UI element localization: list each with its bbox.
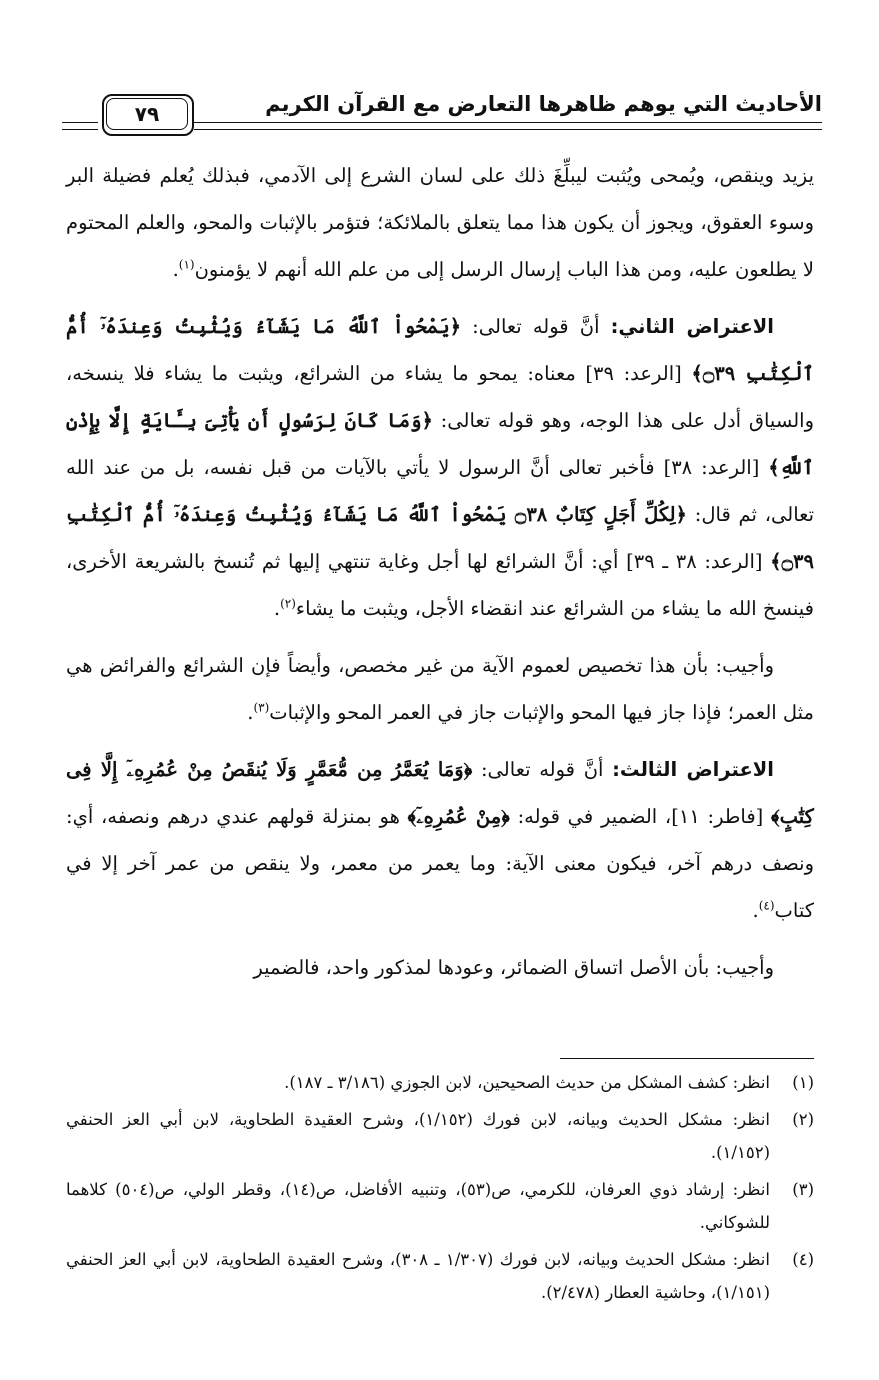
paragraph-text: أنَّ قوله تعالى:	[461, 315, 611, 338]
main-text	[66, 152, 814, 1001]
paragraph-text: يزيد وينقص، ويُمحى ويُثبت ليبلِّغَ ذلك على لسان الشرع إلى الآدمي، فبذلك يُعلم فضيلة البر وسوء العقوق، ويجوز أن يكون هذا مما يتعلق بالملائكة؛ فتؤمر بالإثبات والمحو، والعلم المحتوم لا يطلعون عليه، ومن هذا الباب إرسال الرسل إلى من علم الله أنهم لا يؤمنون	[66, 164, 814, 281]
paragraph-text: وأجيب: بأن الأصل اتساق الضمائر، وعودها لمذكور واحد، فالضمير	[253, 956, 774, 979]
footnote	[66, 1103, 814, 1169]
running-header	[62, 88, 822, 140]
paragraph-end: .	[247, 701, 254, 724]
paragraph-3	[66, 642, 814, 736]
quran-verse: ﴿لِكُلِّ أَجَلٍ كِتَابٌ ۝٣٨ يَمْحُواْ ٱللَّهُ مَا يَشَآءُ وَيُثْبِتُ وَعِندَهُۥٓ أُمُّ ٱلْكِتَٰبِ ۝٣٩﴾	[66, 503, 814, 573]
header-rule-right	[194, 122, 822, 130]
footnote-ref: (١)	[178, 257, 195, 272]
footnote-text: انظر: كشف المشكل من حديث الصحيحين، لابن الجوزي (٣/١٨٦ ـ ١٨٧).	[284, 1073, 770, 1092]
paragraph-text: [الرعد: ٣٩] معناه: يمحو ما يشاء من الشرائع، ويثبت ما يشاء فلا ينسخه، والسياق أدل على هذا الوجه، وهو قوله تعالى:	[66, 362, 814, 432]
paragraph-4	[66, 746, 814, 934]
paragraph-1	[66, 152, 814, 293]
footnote	[66, 1243, 814, 1309]
paragraph-5	[66, 944, 814, 991]
paragraph-end: .	[273, 597, 281, 620]
footnote	[66, 1066, 814, 1099]
quran-verse: ﴿وَمَا يُعَمَّرُ مِن مُّعَمَّرٍ وَلَا يُنقَصُ مِنْ عُمُرِهِۦٓ إِلَّا فِى كِتَٰبٍ﴾	[66, 758, 814, 828]
footnote-ref: (٤)	[758, 898, 775, 913]
footnote-number: (٤)	[792, 1250, 814, 1269]
objection-label: الاعتراض الثاني:	[610, 315, 774, 338]
paragraph-text: هو بمنزلة قولهم عندي درهم ونصفه، أي: ونصف درهم آخر، فيكون معنى الآية: وما يعمر من معمر، ولا ينقص من عمر آخر إلا في كتاب	[66, 805, 814, 922]
header-title: الأحاديث التي يوهم ظاهرها التعارض مع القرآن الكريم	[265, 92, 822, 116]
quran-verse: ﴿وَمَا كَانَ لِرَسُولٍ أَن يَأْتِىَ بِـَٔايَةٍ إِلَّا بِإِذْنِ ٱللَّهِ﴾	[66, 409, 814, 479]
footnote	[66, 1173, 814, 1239]
quran-verse: ﴿مِنْ عُمُرِهِۦٓ﴾	[407, 805, 510, 828]
footnote-ref: (٢)	[280, 596, 296, 611]
paragraph-2	[66, 303, 814, 632]
footnotes	[66, 1066, 814, 1313]
footnote-number: (١)	[792, 1073, 814, 1092]
paragraph-text: أنَّ قوله تعالى:	[472, 758, 613, 781]
footnote-text: انظر: مشكل الحديث وبيانه، لابن فورك (١/١٥٢)، وشرح العقيدة الطحاوية، لابن أبي العز الحنفي (١/١٥٢).	[66, 1110, 771, 1162]
footnote-separator	[560, 1058, 814, 1059]
paragraph-end: .	[752, 899, 759, 922]
footnote-text: انظر: إرشاد ذوي العرفان، للكرمي، ص(٥٣)، وتنبيه الأفاضل، ص(١٤)، وقطر الولي، ص(٥٠٤) كلاهما للشوكاني.	[66, 1180, 770, 1232]
footnote-number: (٢)	[792, 1110, 814, 1129]
quran-verse: ﴿يَمْحُواْ ٱللَّهُ مَا يَشَآءُ وَيُثْبِتُ وَعِندَهُۥٓ أُمُّ ٱلْكِتَٰبِ ۝٣٩﴾	[66, 315, 814, 385]
paragraph-text: [الرعد: ٣٨] فأخبر تعالى أنَّ الرسول لا يأتي بالآيات من قبل نفسه، بل من عند الله تعالى، ثم قال:	[66, 456, 814, 526]
footnote-ref: (٣)	[253, 700, 270, 715]
objection-label: الاعتراض الثالث:	[612, 758, 774, 781]
paragraph-text: وأجيب: بأن هذا تخصيص لعموم الآية من غير مخصص، وأيضاً فإن الشرائع والفرائض هي مثل العمر؛ فإذا جاز فيها المحو والإثبات جاز في العمر المحو والإثبات	[66, 654, 814, 724]
paragraph-text: [فاطر: ١١]، الضمير في قوله:	[509, 805, 772, 828]
paragraph-end: .	[172, 258, 179, 281]
footnote-number: (٣)	[792, 1180, 814, 1199]
page-number: ٧٩	[106, 98, 188, 130]
paragraph-text: [الرعد: ٣٨ ـ ٣٩] أي: أنَّ الشرائع لها أجل وغاية تنتهي إليها ثم تُنسخ بالشريعة الأخرى، فينسخ الله ما يشاء من الشرائع عند انقضاء الأجل، ويثبت ما يشاء	[66, 550, 814, 620]
footnote-text: انظر: مشكل الحديث وبيانه، لابن فورك (١/٣٠٧ ـ ٣٠٨)، وشرح العقيدة الطحاوية، لابن أبي العز الحنفي (١/١٥١)، وحاشية العطار (٢/٤٧٨).	[66, 1250, 770, 1302]
header-rule-left	[62, 122, 98, 130]
